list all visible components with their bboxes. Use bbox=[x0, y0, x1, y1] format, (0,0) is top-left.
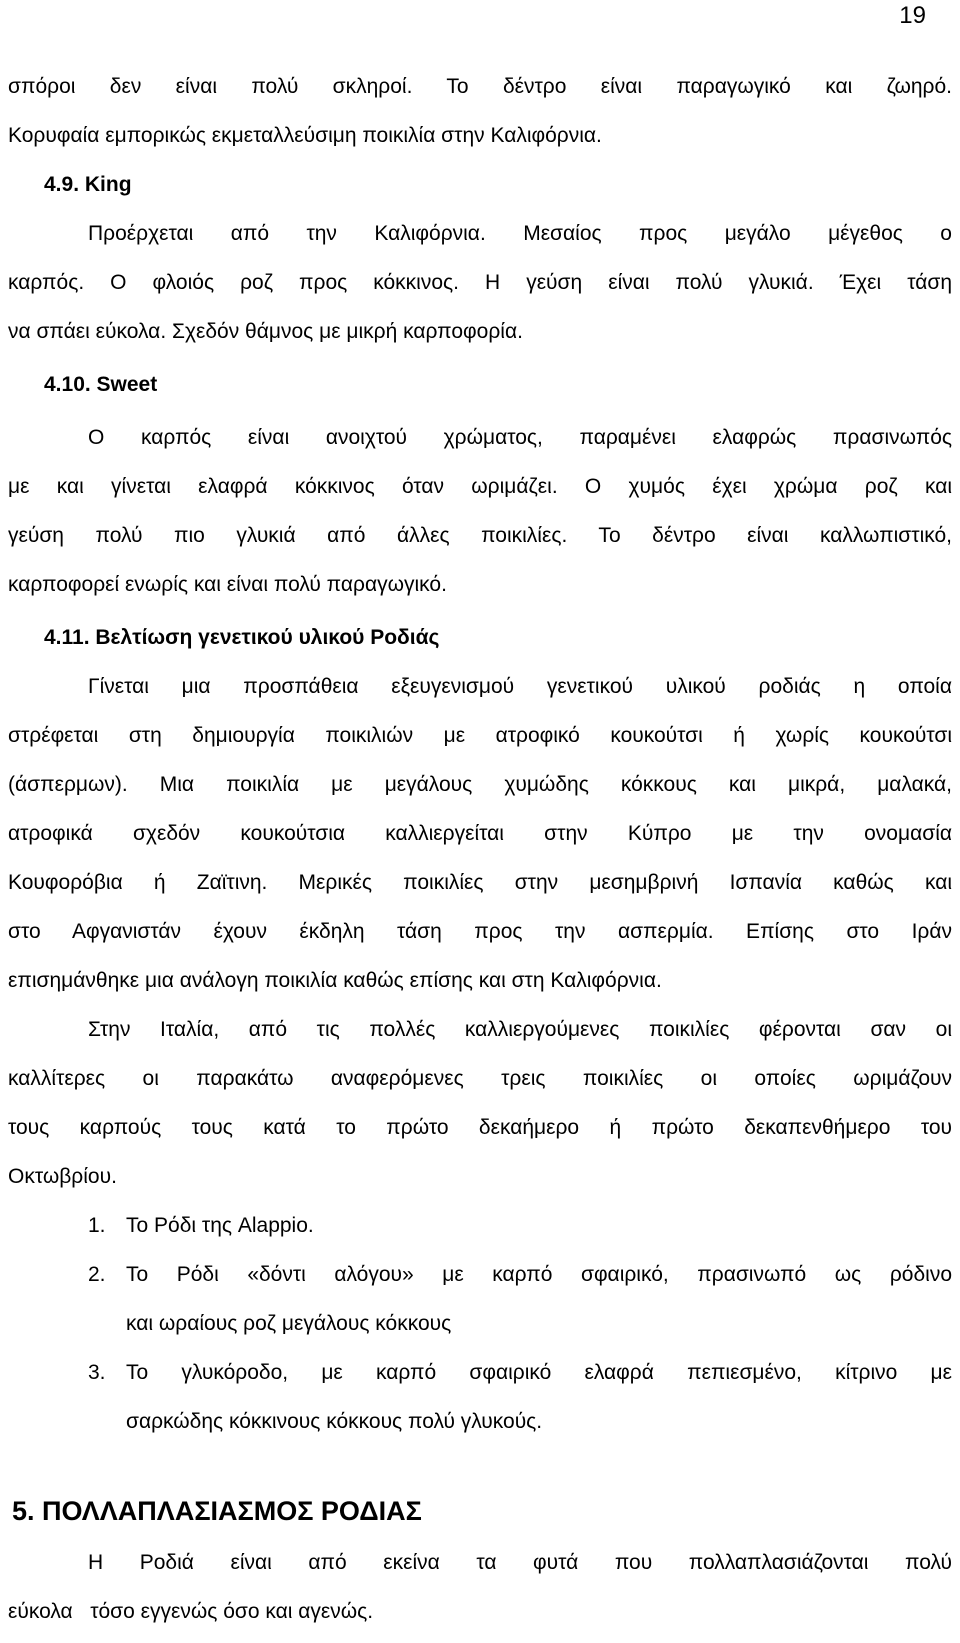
section-4-11-heading: 4.11. Βελτίωση γενετικού υλικού Ροδιάς bbox=[44, 626, 440, 649]
section-4-11-p2-line-4: Οκτωβρίου. bbox=[8, 1165, 117, 1188]
list-item bbox=[8, 1201, 952, 1250]
document-body bbox=[8, 62, 952, 1636]
section-4-10-line-2: με και γίνεται ελαφρά κόκκινος όταν ωριμάζει. Ο χυμός έχει χρώμα ροζ και bbox=[8, 475, 952, 498]
section-4-11-p1-line-1: Γίνεται μια προσπάθεια εξευγενισμού γενετικού υλικού ροδιάς η οποία bbox=[88, 675, 952, 698]
intro-line-2: Κορυφαία εμπορικώς εκμεταλλεύσιμη ποικιλία στην Καλιφόρνια. bbox=[8, 124, 602, 147]
list-item bbox=[8, 1250, 952, 1348]
section-4-9-line-3: να σπάει εύκολα. Σχεδόν θάμνος με μικρή καρποφορία. bbox=[8, 320, 523, 343]
chapter-5-line-1: Η Ροδιά είναι από εκείνα τα φυτά που πολλαπλασιάζονται πολύ bbox=[88, 1551, 952, 1574]
list-item-number: 2. bbox=[88, 1263, 106, 1286]
section-4-10-line-1: Ο καρπός είναι ανοιχτού χρώματος, παραμένει ελαφρώς πρασινωπός bbox=[88, 426, 952, 449]
section-4-11-p1-line-7: επισημάνθηκε μια ανάλογη ποικιλία καθώς επίσης και στη Καλιφόρνια. bbox=[8, 969, 662, 992]
section-4-11-p1-line-2: στρέφεται στη δημιουργία ποικιλιών με ατροφικό κουκούτσι ή χωρίς κουκούτσι bbox=[8, 724, 952, 747]
section-4-9-line-1: Προέρχεται από την Καλιφόρνια. Μεσαίος προς μεγάλο μέγεθος ο bbox=[88, 222, 952, 245]
section-4-11-p2-line-1: Στην Ιταλία, από τις πολλές καλλιεργούμενες ποικιλίες φέρονται σαν οι bbox=[88, 1018, 952, 1041]
list-item-text: και ωραίους ροζ μεγάλους κόκκους bbox=[126, 1312, 452, 1335]
list-item-number: 1. bbox=[88, 1214, 106, 1237]
section-4-10-heading: 4.10. Sweet bbox=[44, 373, 158, 396]
section-4-11-p2-line-2: καλλίτερες οι παρακάτω αναφερόμενες τρεις ποικιλίες οι οποίες ωριμάζουν bbox=[8, 1067, 952, 1090]
list-item-number: 3. bbox=[88, 1361, 106, 1384]
section-4-11-p1-line-5: Κουφορόβια ή Ζαϊτινη. Μερικές ποικιλίες στην μεσημβρινή Ισπανία καθώς και bbox=[8, 871, 952, 894]
page-number: 19 bbox=[899, 2, 926, 29]
chapter-5-line-2: εύκολα τόσο εγγενώς όσο και αγενώς. bbox=[8, 1600, 374, 1623]
section-4-11-p2-line-3: τους καρπούς τους κατά το πρώτο δεκαήμερο ή πρώτο δεκαπενθήμερο του bbox=[8, 1116, 952, 1139]
section-4-9-line-2: καρπός. Ο φλοιός ροζ προς κόκκινος. Η γεύση είναι πολύ γλυκιά. Έχει τάση bbox=[8, 271, 952, 294]
chapter-5-heading: 5. ΠΟΛΛΑΠΛΑΣΙΑΣΜΟΣ ΡΟΔΙΑΣ bbox=[12, 1496, 422, 1526]
list-item-text: Το Ρόδι της Alappio. bbox=[126, 1214, 314, 1237]
section-4-11-p1-line-6: στο Αφγανιστάν έχουν έκδηλη τάση προς την ασπερμία. Επίσης στο Ιράν bbox=[8, 920, 952, 943]
intro-line-1: σπόροι δεν είναι πολύ σκληροί. Το δέντρο είναι παραγωγικό και ζωηρό. bbox=[8, 75, 952, 98]
section-4-11-p1-line-3: (άσπερμων). Μια ποικιλία με μεγάλους χυμώδης κόκκους και μικρά, μαλακά, bbox=[8, 773, 952, 796]
list-item bbox=[8, 1348, 952, 1446]
section-4-10-line-3: γεύση πολύ πιο γλυκιά από άλλες ποικιλίες. Το δέντρο είναι καλλωπιστικό, bbox=[8, 524, 952, 547]
list-item-text: Το γλυκόροδο, με καρπό σφαιρικό ελαφρά πεπιεσμένο, κίτρινο με bbox=[126, 1361, 952, 1384]
section-4-10-line-4: καρποφορεί ενωρίς και είναι πολύ παραγωγικό. bbox=[8, 573, 447, 596]
list-item-text: Το Ρόδι «δόντι αλόγου» με καρπό σφαιρικό, πρασινωπό ως ρόδινο bbox=[126, 1263, 952, 1286]
list-item-text: σαρκώδης κόκκινους κόκκους πολύ γλυκούς. bbox=[126, 1410, 543, 1433]
section-4-9-heading: 4.9. King bbox=[44, 173, 132, 196]
section-4-11-p1-line-4: ατροφικά σχεδόν κουκούτσια καλλιεργείται στην Κύπρο με την ονομασία bbox=[8, 822, 952, 845]
